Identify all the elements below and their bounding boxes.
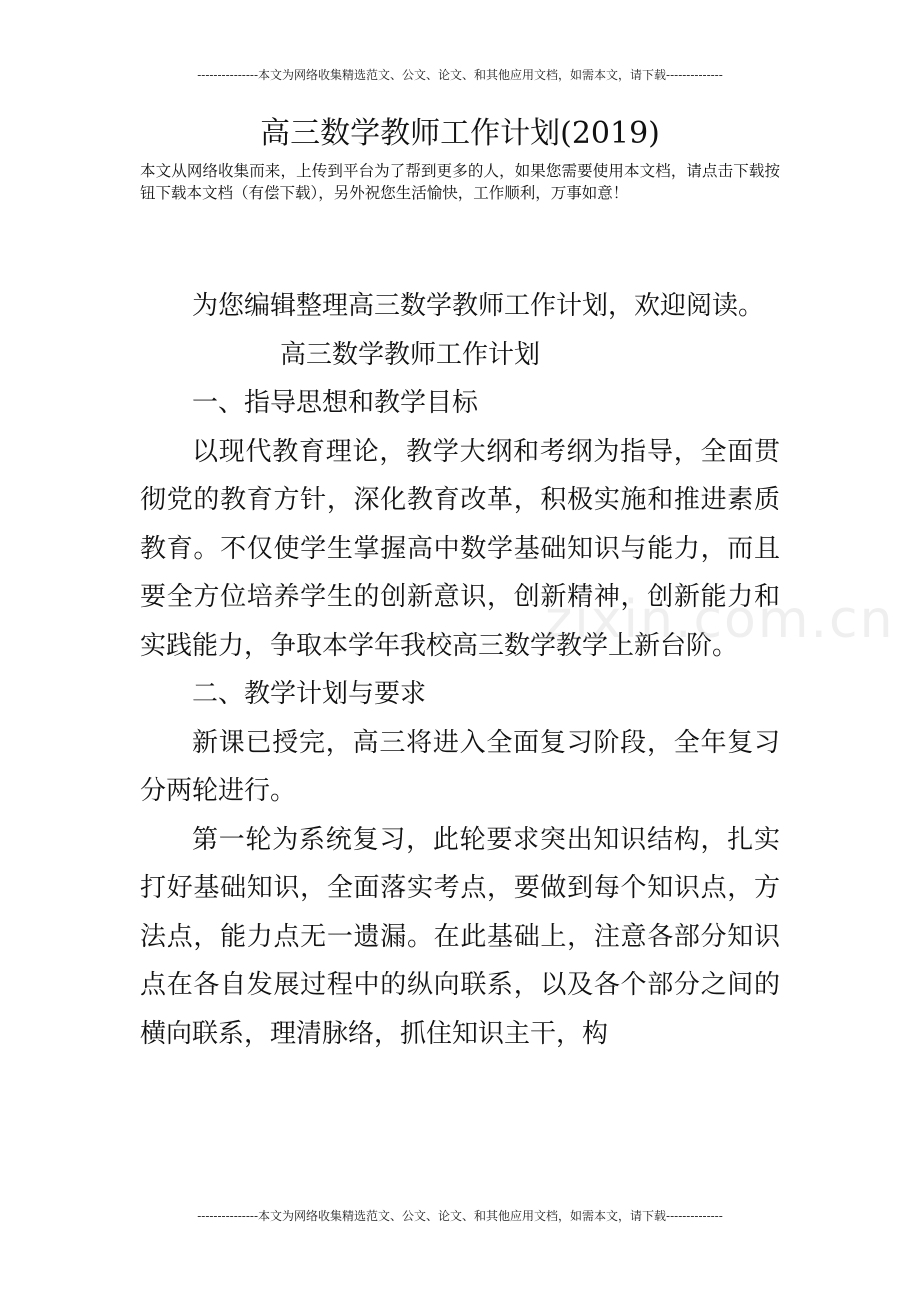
paragraph-guiding-ideology: 以现代教育理论，教学大纲和考纲为指导，全面贯彻党的教育方针，深化教育改革，积极实施和推进素质教育。不仅使学生掌握高中数学基础知识与能力，而且要全方位培养学生的创新意识，创新精神，创新能力和实践能力，争取本学年我校高三数学教学上新台阶。 [140,436,780,661]
page-header-note: ---------------本文为网络收集精选范文、公文、论文、和其他应用文档，如需本文，请下载-------------- [197,68,723,82]
subheading-teaching-plan: 二、教学计划与要求 [192,679,427,709]
paragraph-first-round: 第一轮为系统复习，此轮要求突出知识结构，扎实打好基础知识，全面落实考点，要做到每个知识点，方法点，能力点无一遗漏。在此基础上，注意各部分知识点在各自发展过程中的纵向联系，以及各个部分之间的横向联系，理清脉络，抓住知识主干，构 [140,824,780,1049]
section-heading: 高三数学教师工作计划 [280,339,541,370]
page-footer-note: ---------------本文为网络收集精选范文、公文、论文、和其他应用文档，如需本文，请下载-------------- [197,1209,723,1223]
intro-disclaimer: 本文从网络收集而来，上传到平台为了帮到更多的人，如果您需要使用本文档，请点击下载按钮下载本文档（有偿下载），另外祝您生活愉快，工作顺利，万事如意！ [140,162,780,202]
watermark: zixin.com.cn [545,590,895,650]
paragraph-review-phases: 新课已授完，高三将进入全面复习阶段，全年复习分两轮进行。 [140,727,780,806]
document-body [140,282,780,1058]
subheading-guiding-ideology: 一、指导思想和教学目标 [192,388,479,418]
opening-paragraph: 为您编辑整理高三数学教师工作计划，欢迎阅读。 [192,291,765,321]
document-title: 高三数学教师工作计划(2019) [260,116,660,151]
